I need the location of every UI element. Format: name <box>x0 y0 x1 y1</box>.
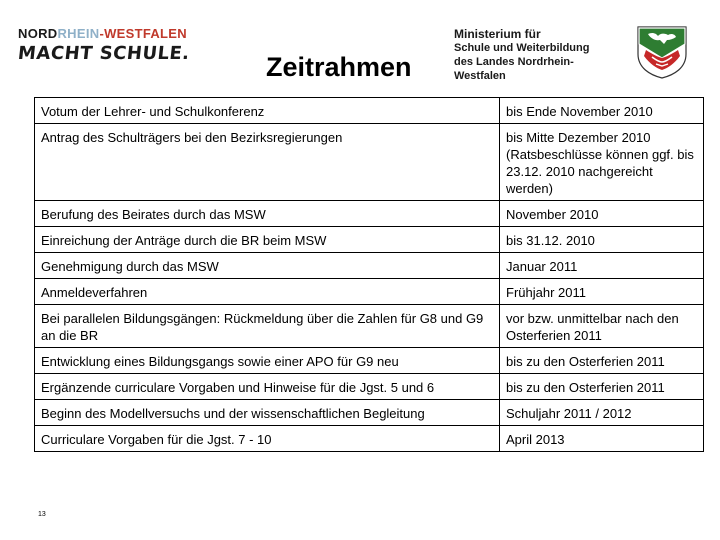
activity-cell: Antrag des Schulträgers bei den Bezirksregierungen <box>35 124 500 201</box>
activity-cell: Berufung des Beirates durch das MSW <box>35 201 500 227</box>
logo-macht-schule: MACHT SCHULE. <box>16 43 191 64</box>
activity-cell: Genehmigung durch das MSW <box>35 253 500 279</box>
ministry-line-1: Ministerium für <box>454 27 541 41</box>
table-row <box>35 98 704 124</box>
time-cell: April 2013 <box>500 426 704 452</box>
page-title: Zeitrahmen <box>266 52 412 82</box>
time-cell: vor bzw. unmittelbar nach den Osterferien 2011 <box>500 305 704 348</box>
time-cell: bis Mitte Dezember 2010 (Ratsbeschlüsse können ggf. bis 23.12. 2010 nachgereicht werden) <box>500 124 704 201</box>
ministry-line-2: Schule und Weiterbildung <box>454 42 590 54</box>
table-row <box>35 279 704 305</box>
logo-rhein: RHEIN <box>57 26 100 41</box>
nrw-macht-schule-logo <box>16 26 191 70</box>
time-cell: Januar 2011 <box>500 253 704 279</box>
ministry-line-3: des Landes Nordrhein-Westfalen <box>454 56 574 82</box>
activity-cell: Bei parallelen Bildungsgängen: Rückmeldung über die Zahlen für G8 und G9 an die BR <box>35 305 500 348</box>
activity-cell: Votum der Lehrer- und Schulkonferenz <box>35 98 500 124</box>
time-cell: bis Ende November 2010 <box>500 98 704 124</box>
time-cell: November 2010 <box>500 201 704 227</box>
logo-westfalen: -WESTFALEN <box>99 26 187 41</box>
page-number: 13 <box>38 511 46 518</box>
activity-cell: Ergänzende curriculare Vorgaben und Hinweise für die Jgst. 5 und 6 <box>35 374 500 400</box>
logo-wordmark-top <box>18 26 188 41</box>
activity-cell: Anmeldeverfahren <box>35 279 500 305</box>
table-row <box>35 201 704 227</box>
table-row <box>35 253 704 279</box>
table-row <box>35 227 704 253</box>
table-row <box>35 426 704 452</box>
activity-cell: Curriculare Vorgaben für die Jgst. 7 - 10 <box>35 426 500 452</box>
time-cell: bis zu den Osterferien 2011 <box>500 374 704 400</box>
table-row <box>35 305 704 348</box>
time-cell: bis 31.12. 2010 <box>500 227 704 253</box>
timeline-table <box>34 97 704 452</box>
time-cell: bis zu den Osterferien 2011 <box>500 348 704 374</box>
activity-cell: Entwicklung eines Bildungsgangs sowie einer APO für G9 neu <box>35 348 500 374</box>
ministry-label <box>454 27 624 83</box>
nrw-coat-of-arms-icon <box>634 24 690 80</box>
table-row <box>35 124 704 201</box>
activity-cell: Einreichung der Anträge durch die BR beim MSW <box>35 227 500 253</box>
time-cell: Frühjahr 2011 <box>500 279 704 305</box>
logo-nord: NORD <box>18 26 58 41</box>
activity-cell: Beginn des Modellversuchs und der wissenschaftlichen Begleitung <box>35 400 500 426</box>
time-cell: Schuljahr 2011 / 2012 <box>500 400 704 426</box>
table-row <box>35 374 704 400</box>
table-row <box>35 348 704 374</box>
table-row <box>35 400 704 426</box>
